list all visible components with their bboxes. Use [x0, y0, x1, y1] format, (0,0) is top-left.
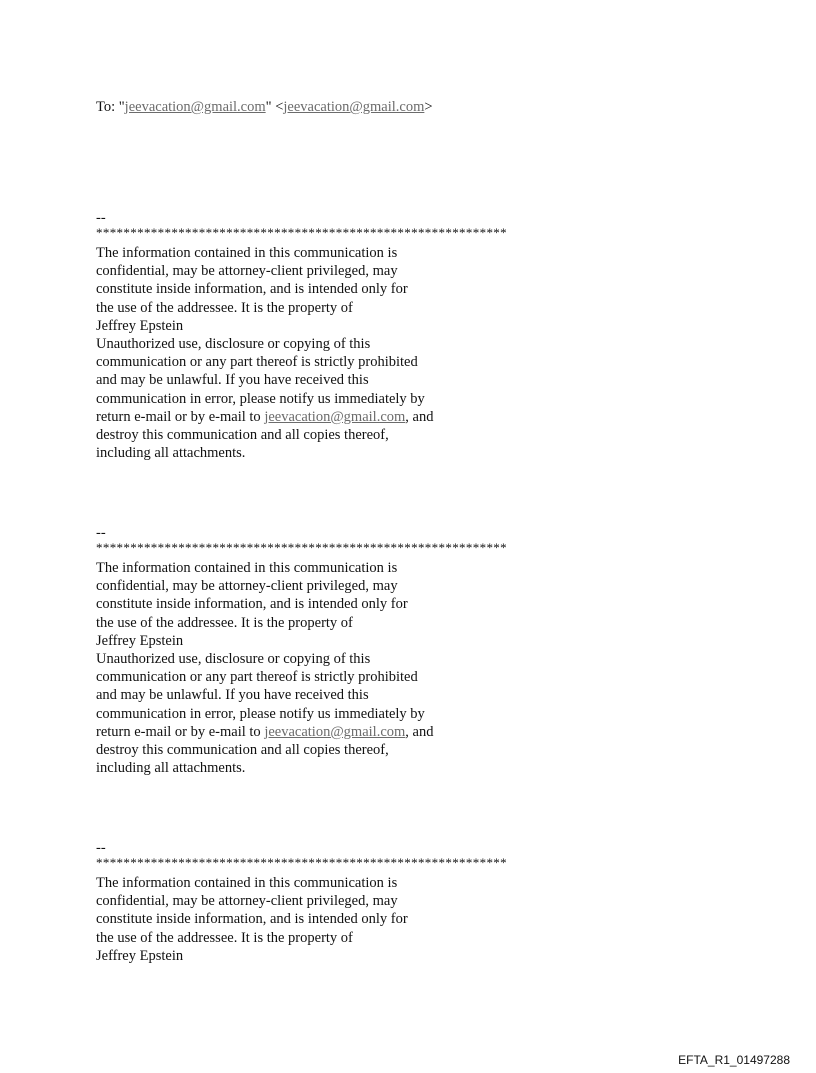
signature-separator: --	[96, 210, 106, 226]
return-line-suffix: , and	[405, 408, 434, 425]
disclaimer-line: constitute inside information, and is intended only for	[96, 281, 408, 298]
asterisk-divider: ************************************************************	[96, 540, 507, 555]
disclaimer-line: the use of the addressee. It is the property of	[96, 929, 353, 946]
to-label: To: "	[96, 99, 125, 115]
asterisk-divider: ************************************************************	[96, 225, 507, 240]
disclaimer-line: confidential, may be attorney-client privileged, may	[96, 263, 398, 280]
disclaimer-line: Unauthorized use, disclosure or copying of this	[96, 651, 371, 668]
to-email-link[interactable]: jeevacation@gmail.com	[124, 99, 266, 115]
disclaimer-line: Jeffrey Epstein	[96, 947, 184, 964]
return-line-suffix: , and	[405, 723, 434, 740]
disclaimer-line: including all attachments.	[96, 445, 246, 462]
disclaimer-line: and may be unlawful. If you have received this	[96, 687, 369, 704]
disclaimer-line: communication in error, please notify us immediately by	[96, 705, 425, 722]
disclaimer-line: the use of the addressee. It is the property of	[96, 299, 353, 316]
to-email-link-bracketed[interactable]: jeevacation@gmail.com	[283, 99, 425, 115]
disclaimer-email-link[interactable]: jeevacation@gmail.com	[264, 408, 406, 425]
return-line-prefix: return e-mail or by e-mail to	[96, 408, 265, 425]
disclaimer-line: Unauthorized use, disclosure or copying of this	[96, 336, 371, 353]
disclaimer-line: The information contained in this communication is	[96, 875, 398, 891]
signature-separator: --	[96, 525, 106, 541]
disclaimer-line: destroy this communication and all copies thereof,	[96, 742, 389, 759]
disclaimer-block-2	[96, 525, 656, 777]
disclaimer-return-line	[96, 723, 656, 741]
asterisk-divider: ************************************************************	[96, 855, 507, 870]
disclaimer-email-link[interactable]: jeevacation@gmail.com	[264, 723, 406, 740]
disclaimer-line: constitute inside information, and is intended only for	[96, 911, 408, 928]
document-id-stamp: EFTA_R1_01497288	[678, 1053, 790, 1067]
disclaimer-block-1	[96, 210, 656, 462]
disclaimer-line: communication in error, please notify us immediately by	[96, 390, 425, 407]
disclaimer-line: communication or any part thereof is strictly prohibited	[96, 354, 418, 371]
disclaimer-line: constitute inside information, and is intended only for	[96, 596, 408, 613]
disclaimer-line: including all attachments.	[96, 760, 246, 777]
disclaimer-line: confidential, may be attorney-client privileged, may	[96, 578, 398, 595]
disclaimer-line: Jeffrey Epstein	[96, 632, 184, 649]
to-end: >	[424, 99, 433, 115]
disclaimer-line: confidential, may be attorney-client privileged, may	[96, 893, 398, 910]
to-middle: " <	[265, 99, 284, 115]
disclaimer-line: communication or any part thereof is strictly prohibited	[96, 669, 418, 686]
disclaimer-line: Jeffrey Epstein	[96, 317, 184, 334]
signature-separator: --	[96, 840, 106, 856]
disclaimer-line: destroy this communication and all copies thereof,	[96, 427, 389, 444]
to-line	[96, 98, 433, 116]
disclaimer-line: and may be unlawful. If you have received this	[96, 372, 369, 389]
disclaimer-return-line	[96, 408, 656, 426]
disclaimer-line: The information contained in this communication is	[96, 245, 398, 261]
disclaimer-block-3	[96, 840, 656, 965]
disclaimer-line: The information contained in this communication is	[96, 560, 398, 576]
return-line-prefix: return e-mail or by e-mail to	[96, 723, 265, 740]
disclaimer-line: the use of the addressee. It is the property of	[96, 614, 353, 631]
